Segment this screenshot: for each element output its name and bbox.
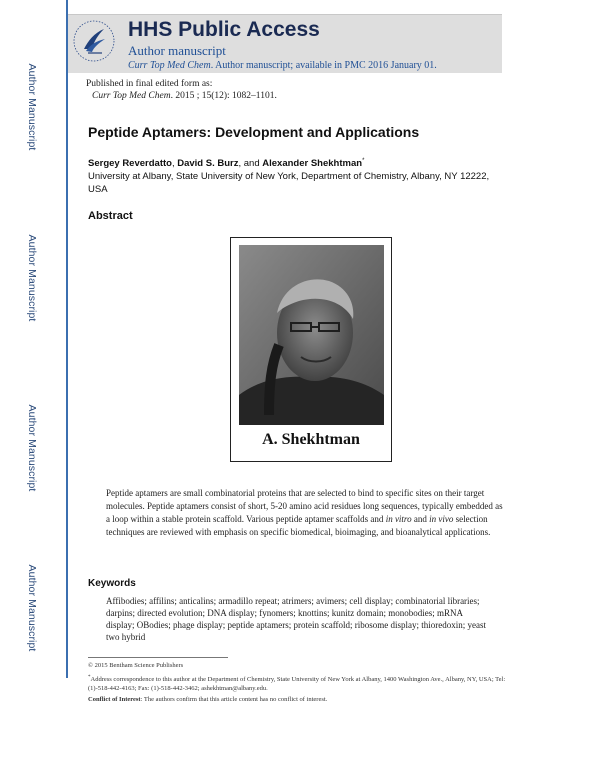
- publication-citation: . 2015 ; 15(12): 1082–1101.: [170, 91, 277, 101]
- banner-subtitle: Author manuscript: [128, 43, 226, 58]
- banner-journal: Curr Top Med Chem: [128, 60, 211, 71]
- author-name: Sergey Reverdatto: [88, 158, 172, 170]
- term-in-vivo: in vivo: [429, 514, 454, 524]
- banner-availability-text: . Author manuscript; available in PMC 2016 January 01.: [210, 60, 437, 71]
- banner-title: HHS Public Access: [128, 18, 320, 41]
- side-label-author-manuscript: Author Manuscript: [26, 234, 38, 322]
- footnote-divider: [88, 657, 228, 658]
- abstract-text: Peptide aptamers are small combinatorial proteins that are selected to bind to specific sites on their target molecules. Peptide aptamers consist of short, 5-20 amino acid residues long sequences, typically embedded as a loop within a stable protein scaffold. Various peptide aptamer scaffolds and in vitro and in vivo selection techniques are reviewed with emphasis on specific biomedical, bioimaging, and bioanalytical applications.: [106, 488, 503, 537]
- side-label-author-manuscript: Author Manuscript: [26, 404, 38, 492]
- hhs-banner: [68, 14, 502, 73]
- article-title: Peptide Aptamers: Development and Applications: [88, 124, 420, 140]
- keywords-heading: Keywords: [88, 578, 136, 589]
- author-name: David S. Burz: [177, 158, 239, 170]
- copyright-notice: © 2015 Bentham Science Publishers: [88, 662, 184, 669]
- keywords-text: Affibodies; affilins; anticalins; armadillo repeat; atrimers; avimers; cell display; combinatorial libraries; darpins; directed evolution; DNA display; fynomers; knottins; kunitz domain; monobodies; mRNA display; OBodies; phage display; peptide aptamers; protein scaffold; ribosome display; thioredoxin; yeast two hybrid: [106, 596, 487, 642]
- publication-info: [86, 78, 277, 102]
- author-name: Alexander Shekhtman: [262, 158, 363, 170]
- publication-journal: Curr Top Med Chem: [92, 91, 171, 101]
- author-photo: [239, 245, 384, 425]
- photo-caption: A. Shekhtman: [262, 431, 360, 448]
- banner-availability: [128, 60, 437, 71]
- author-photo-frame: [230, 237, 392, 462]
- term-in-vitro: in vitro: [385, 514, 412, 524]
- side-label-author-manuscript: Author Manuscript: [26, 63, 38, 151]
- side-label-author-manuscript: Author Manuscript: [26, 564, 38, 652]
- margin-rule: [66, 0, 68, 678]
- corresponding-mark: *: [362, 158, 365, 164]
- abstract-heading: Abstract: [88, 210, 133, 222]
- correspondence-address: *Address correspondence to this author at the Department of Chemistry, State University of New York at Albany, 1400 Washington Ave., Albany, NY, USA; Tel: (1)-518-442-4163; Fax: (1)-518-442-3462; ashekhtman@albany.edu.: [88, 675, 506, 693]
- hhs-eagle-logo-icon: [72, 19, 116, 63]
- publication-line: Published in final edited form as:: [86, 79, 213, 89]
- conflict-of-interest: Conflict of Interest: The authors confirm that this article content has no conflict of interest.: [88, 696, 328, 703]
- affiliation: University at Albany, State University of New York, Department of Chemistry, Albany, NY 12222, USA: [88, 171, 490, 195]
- author-list: Sergey Reverdatto, David S. Burz, and Alexander Shekhtman*: [88, 158, 365, 170]
